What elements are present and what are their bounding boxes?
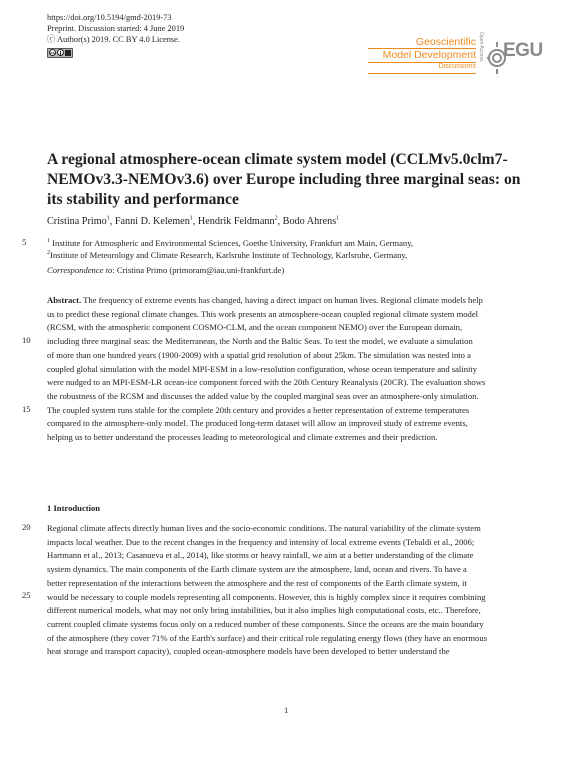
section-heading: 1 Introduction [47,503,101,513]
paper-title: A regional atmosphere-ocean climate system model (CCLMv5.0clm7-NEMOv3.3-NEMOv3.6) over Europe including three marginal seas: on its stability and performance [47,151,521,208]
header-meta [47,12,184,58]
abstract-line: us to predict these regional climate changes. This work presents an atmosphere-ocean coupled regional climate system model [47,308,479,319]
author-name: Bodo Ahrens [282,216,337,227]
abstract-line: helping us to better understand the processes leading to meteorological and climate extremes and their prediction. [47,432,438,443]
introduction-body [47,522,532,659]
copyright-line: ⓒ Author(s) 2019. CC BY 4.0 License. [47,35,180,45]
doi-link[interactable]: https://doi.org/10.5194/gmd-2019-73 [47,13,172,22]
abstract [47,294,532,445]
intro-line: impacts local weather. Due to the recent changes in the frequency and intensity of local extreme events (Tebaldi et al., 2006; [47,536,475,547]
intro-line: different numerical models, what may not only bring instabilities, but it also implies high computational costs, etc.. Therefore, [47,605,481,616]
intro-line: would be necessary to couple models representing all components. However, this is highly complex since it requires combining [47,591,486,602]
affiliation-item: $^2$Institute of Meteorology and Climate Research, Karlsruhe Institute of Technology, Karlsruhe, Germany, [47,250,408,261]
journal-name-line1: Geoscientific [415,36,476,48]
abstract-line: of more than one hundred years (1900-2009) with a spatial grid resolution of about 25km. The simulation was nested into a [47,349,471,360]
preprint-date: Preprint. Discussion started: 4 June 2019 [47,24,185,34]
abstract-line: including three marginal seas: the Mediterranean, the North and the Baltic Seas. To test the model, we evaluate a simulation [47,336,473,347]
intro-line: heat storage and transport capacity), coupled ocean-atmosphere models have been developed to better understand the [47,646,450,657]
intro-line: current coupled climate systems focus only on a reduced number of these components. Since the oceans are the main boundary [47,618,484,629]
author-affil-sup: 1 [189,215,193,222]
abstract-line: compared to the atmosphere-only model. The produced long-term dataset will allow an improved study of extreme events, [47,418,468,429]
abstract-line: The coupled system runs stable for the complete 20th century and provides a better representation of extreme temperatures [47,404,470,415]
journal-name-line3: Discussions [438,63,476,70]
line-number: 15 [22,404,31,414]
journal-divider [368,48,476,49]
egu-logo-text: EGU [503,40,543,61]
page-number: 1 [284,705,289,715]
abstract-label: Abstract. [47,295,82,305]
affiliation-item: $^1$ Institute for Atmospheric and Environmental Sciences, Goethe University, Frankfurt am Main, Germany, [47,238,414,248]
intro-line: Hartmann et al., 2013; Casanueva et al., 2014), like storms or heavy rainfall, we aim at a better understanding of the climate [47,550,474,561]
line-number: 10 [22,335,31,345]
affiliation-list [47,237,413,262]
correspondence-text: : Cristina Primo (primoram@iau.uni-frankfurt.de) [112,265,285,275]
author-name: Hendrik Feldmann [197,216,275,227]
author-list: Cristina Primo$^1$, Fanni D. Kelemen$^1$, Hendrik Feldmann$^2$, Bodo Ahrens$^1$ [47,215,340,227]
journal-divider [368,73,476,74]
author-affil-sup: 1 [336,215,340,222]
line-number: 5 [22,237,27,247]
intro-line: Regional climate affects directly human lives and the socio-economic conditions. The natural variability of the climate system [47,523,481,533]
open-access-label: Open Access [478,32,484,62]
abstract-line: (RCSM, with the atmospheric component COSMO-CLM, and the ocean component NEMO) over the European domain, [47,322,463,333]
cc-by-license-icon[interactable]: cc [47,48,73,58]
abstract-line: coupled global simulation with the model MPI-ESM in a low-resolution configuration, whose ocean temperature and salinity [47,363,478,374]
intro-line: better representation of the interactions between the atmosphere and the rest of components of the Earth climate system, it [47,577,467,588]
abstract-line: the robustness of the RCSM and discusses the added value by the coupled marginal seas over an atmosphere-only simulation. [47,390,479,401]
line-number: 25 [22,590,31,600]
correspondence [47,265,284,275]
author-name: Cristina Primo [47,216,107,227]
line-number: 20 [22,522,31,532]
abstract-line: Abstract. The frequency of extreme events has changed, having a direct impact on human lives. Regional climate models help [47,295,483,305]
abstract-line: were nudged to an MPI-ESM-LR ocean-ice component forced with the 20th Century Reanalysis (20CR). The evaluation shows [47,377,486,388]
intro-line: system dynamics. The main components of the Earth climate system are the atmosphere, land, ocean and rivers. To have a [47,564,467,575]
author-affil-sup: 2 [274,215,278,222]
journal-name-line2: Model Development [382,48,476,61]
journal-name [383,36,476,73]
journal-divider [368,62,476,63]
intro-line: of the atmosphere (they cover 71% of the Earth's surface) and their critical role regulating energy flows (they have an enormous [47,632,487,643]
correspondence-label: Correspondence to [47,265,113,275]
author-name: Fanni D. Kelemen [114,216,190,227]
author-affil-sup: 1 [106,215,110,222]
